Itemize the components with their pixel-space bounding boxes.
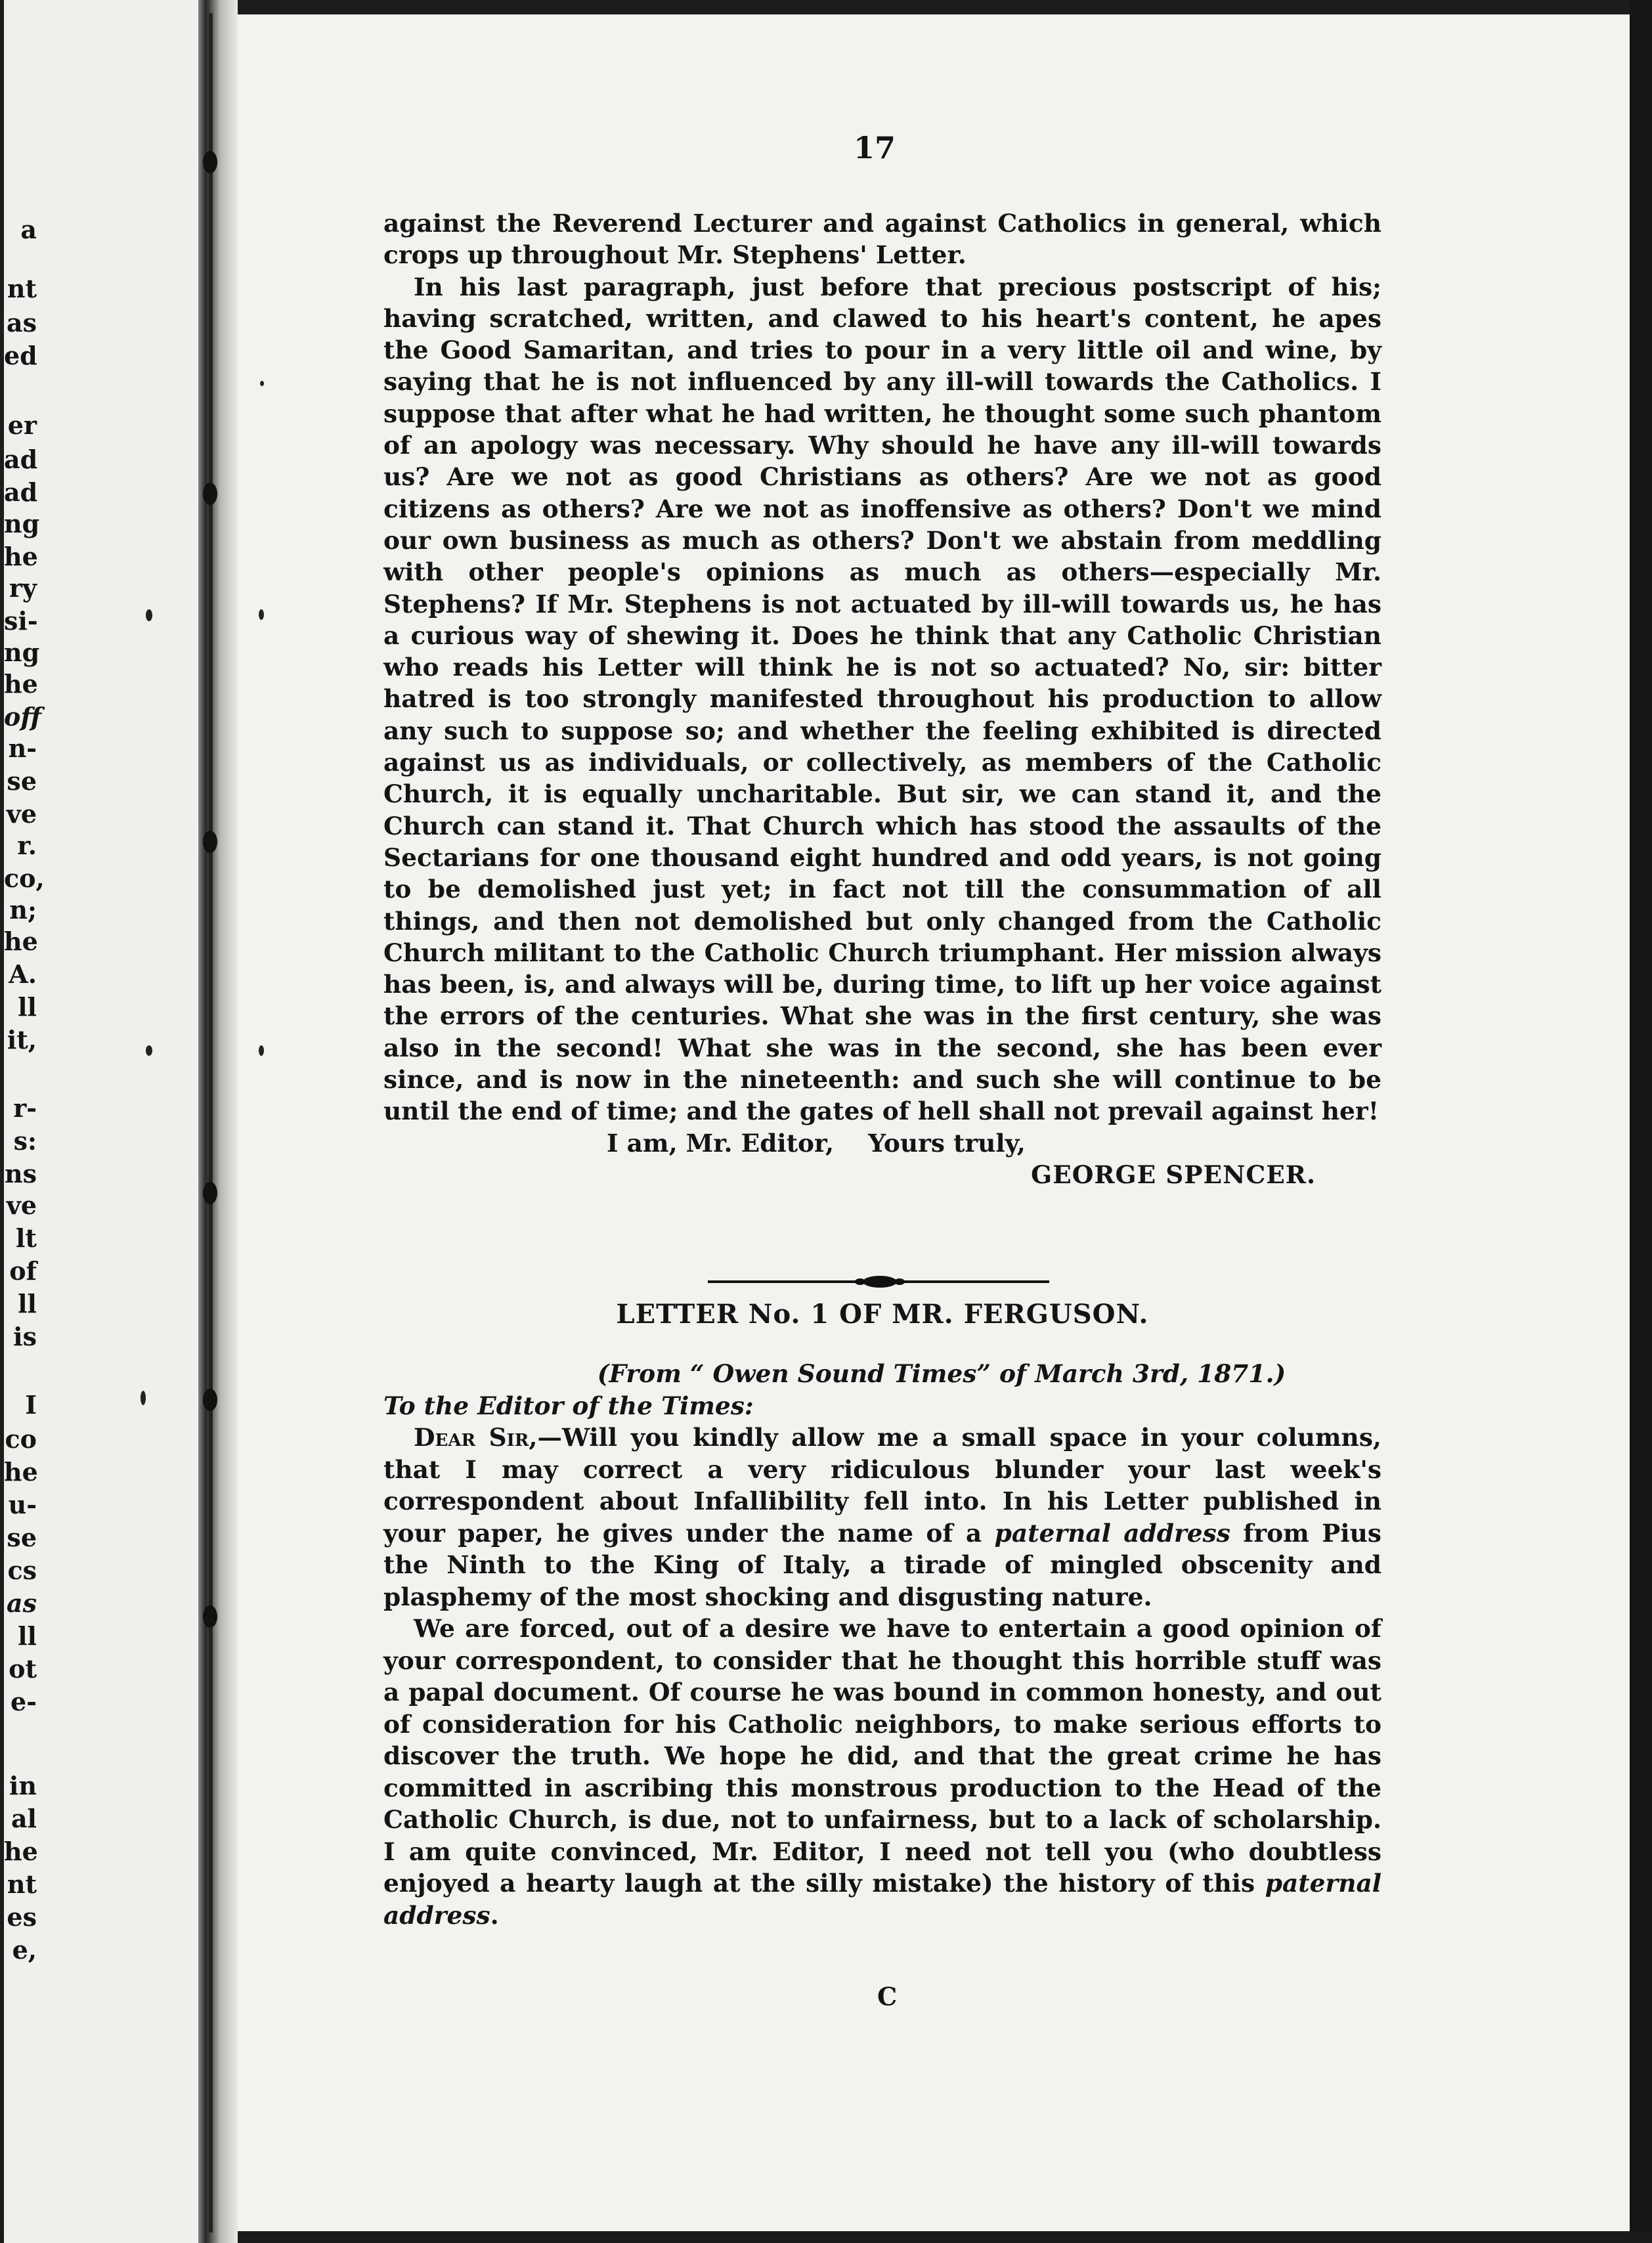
paragraph	[383, 1613, 1381, 1931]
facing-line: ng	[4, 509, 40, 538]
facing-line: a	[20, 215, 37, 244]
facing-line: I	[25, 1390, 37, 1420]
facing-line: is	[13, 1322, 37, 1351]
emphasis: paternal address	[994, 1518, 1230, 1548]
facing-line: er	[7, 410, 37, 440]
paragraph: against the Reverend Lecturer and against Catholics in general, which crops up throughout Mr. Stephens' Letter.	[383, 209, 1381, 270]
scan-edge-right	[1630, 0, 1652, 2243]
print-speck	[260, 381, 264, 386]
binding-stitch	[203, 483, 217, 505]
paragraph-text: from Pius the Ninth to the King of Italy, a tirade of mingled obscenity and plasphemy of the most shocking and disgusting nature.	[383, 1518, 1381, 1611]
facing-line: ll	[18, 1621, 37, 1651]
salutation: Dear Sir,	[414, 1423, 538, 1452]
paragraph-text: —Will you kindly allow me a small space in your columns, that I may correct a very ridiculous blunder your last week's correspondent about Infallibility fell into. In his Letter published in your paper, he gives under the name of a	[383, 1423, 1381, 1548]
binding-gutter	[198, 0, 238, 2243]
facing-line: ad	[4, 445, 38, 474]
spencer-letter-body	[383, 207, 1381, 1190]
facing-line: r-	[13, 1093, 37, 1123]
facing-line: he	[4, 1457, 38, 1487]
facing-line: ve	[6, 799, 37, 829]
binding-stitch	[203, 1605, 217, 1628]
facing-line: n;	[9, 895, 37, 925]
facing-line: in	[9, 1771, 37, 1800]
facing-line: nt	[7, 274, 37, 303]
binding-stitch	[203, 151, 217, 173]
paragraph-text: .	[490, 1900, 499, 1930]
facing-line: al	[11, 1804, 37, 1833]
printer-signature-mark: C	[877, 1982, 898, 2011]
facing-line: ll	[18, 992, 37, 1022]
facing-line: lt	[16, 1223, 37, 1253]
binding-stitch	[203, 1182, 217, 1204]
facing-line: ed	[4, 341, 37, 370]
facing-line: as	[6, 308, 37, 338]
facing-line: se	[7, 766, 37, 796]
facing-line: he	[4, 1837, 38, 1866]
facing-line: of	[9, 1256, 37, 1286]
facing-line: he	[4, 542, 38, 571]
facing-line: nt	[7, 1869, 37, 1899]
binding-stitch	[203, 1389, 217, 1411]
paragraph	[383, 1422, 1381, 1613]
facing-line: A.	[9, 959, 37, 989]
print-speck	[146, 1045, 152, 1056]
facing-page-fragment	[4, 0, 198, 2243]
facing-line: r.	[17, 831, 37, 860]
facing-line: ot	[9, 1654, 37, 1684]
source-citation: (From “ Owen Sound Times” of March 3rd, 1871.)	[597, 1359, 1286, 1388]
facing-line: se	[7, 1523, 37, 1552]
facing-line: co	[5, 1424, 37, 1454]
paragraph-text: We are forced, out of a desire we have to entertain a good opinion of your correspondent, to consider that he thought this horrible stuff was a papal document. Of course he was bound in common honesty, and out of consideration for his Catholic neighbors, to make serious efforts to discover the truth. We hope he did, and that the great crime he has committed in ascribing this monstrous production to the Head of the Catholic Church, is due, not to unfairness, but to a lack of scholarship. I am quite convinced, Mr. Editor, I need not tell you (who doubtless enjoyed a hearty laugh at the silly mistake) the history of this	[383, 1614, 1381, 1898]
facing-line: co,	[4, 863, 45, 893]
binding-stitch	[203, 831, 217, 853]
facing-line: s:	[13, 1126, 37, 1156]
facing-line: ns	[4, 1159, 37, 1188]
facing-line: es	[7, 1902, 37, 1932]
facing-line: he	[4, 926, 38, 956]
letter-closing: I am, Mr. Editor, Yours truly,	[607, 1128, 1026, 1158]
facing-line: ad	[4, 477, 38, 507]
scan-edge-top	[0, 0, 1652, 14]
facing-line: ng	[4, 638, 40, 667]
facing-line: n-	[8, 733, 37, 763]
facing-line: si-	[4, 606, 38, 636]
facing-line: e-	[11, 1687, 37, 1716]
facing-line: cs	[7, 1556, 37, 1585]
facing-line: ve	[6, 1190, 37, 1220]
print-speck	[146, 609, 152, 621]
facing-line: ry	[9, 573, 37, 603]
facing-line: as	[6, 1588, 37, 1618]
signature: GEORGE SPENCER.	[1031, 1160, 1316, 1189]
binding-line	[209, 13, 213, 2232]
print-speck	[259, 1045, 264, 1056]
ornamental-divider	[708, 1274, 1049, 1289]
facing-line: off	[4, 702, 41, 731]
facing-line: u-	[8, 1490, 37, 1519]
facing-line: ll	[18, 1289, 37, 1318]
print-speck	[141, 1391, 146, 1405]
facing-line: it,	[7, 1025, 37, 1055]
letter-heading: LETTER No. 1 OF MR. FERGUSON.	[616, 1299, 1149, 1330]
emphasis: paternal address	[383, 1869, 1381, 1930]
addressee: To the Editor of the Times:	[383, 1391, 754, 1420]
facing-line: he	[4, 669, 38, 699]
page-number: 17	[854, 130, 896, 165]
ferguson-letter-body	[383, 1358, 1381, 1931]
scan-edge-bottom	[0, 2231, 1652, 2243]
facing-line: e,	[12, 1935, 37, 1965]
print-speck	[259, 609, 264, 620]
paragraph: In his last paragraph, just before that precious postscript of his; having scratched, written, and clawed to his heart's content, he apes the Good Samaritan, and tries to pour in a very little oil and wine, by saying that he is not influenced by any ill-will towards the Catholics. I suppose that after what he had written, he thought some such phantom of an apology was necessary. Why should he have any ill-will towards us? Are we not as good Christians as others? Are we not as good citizens as others? Are we not as inoffensive as others? Don't we mind our own business as much as others? Don't we abstain from meddling with other people's opinions as much as others—especially Mr. Stephens? If Mr. Stephens is not actuated by ill-will towards us, he has a curious way of shewing it. Does he think that any Catholic Christian who reads his Letter will think he is not so actuated? No, sir: bitter hatred is too strongly manifested throughout his production to allow any such to suppose so; and whether the feeling exhibited is directed against us as individuals, or collectively, as members of the Catholic Church, it is equally uncharitable. But sir, we can stand it, and the Church can stand it. That Church which has stood the assaults of the Sectarians for one thousand eight hundred and odd years, is not going to be demolished just yet; in fact not till the consummation of all things, and then not demolished but only changed from the Catholic Church militant to the Catholic Church triumphant. Her mission always has been, is, and always will be, during time, to lift up her voice against the errors of the centuries. What she was in the first century, she was also in the second! What she was in the second, she has been ever since, and is now in the nineteenth: and such she will continue to be until the end of time; and the gates of hell shall not prevail against her!	[383, 272, 1381, 1126]
